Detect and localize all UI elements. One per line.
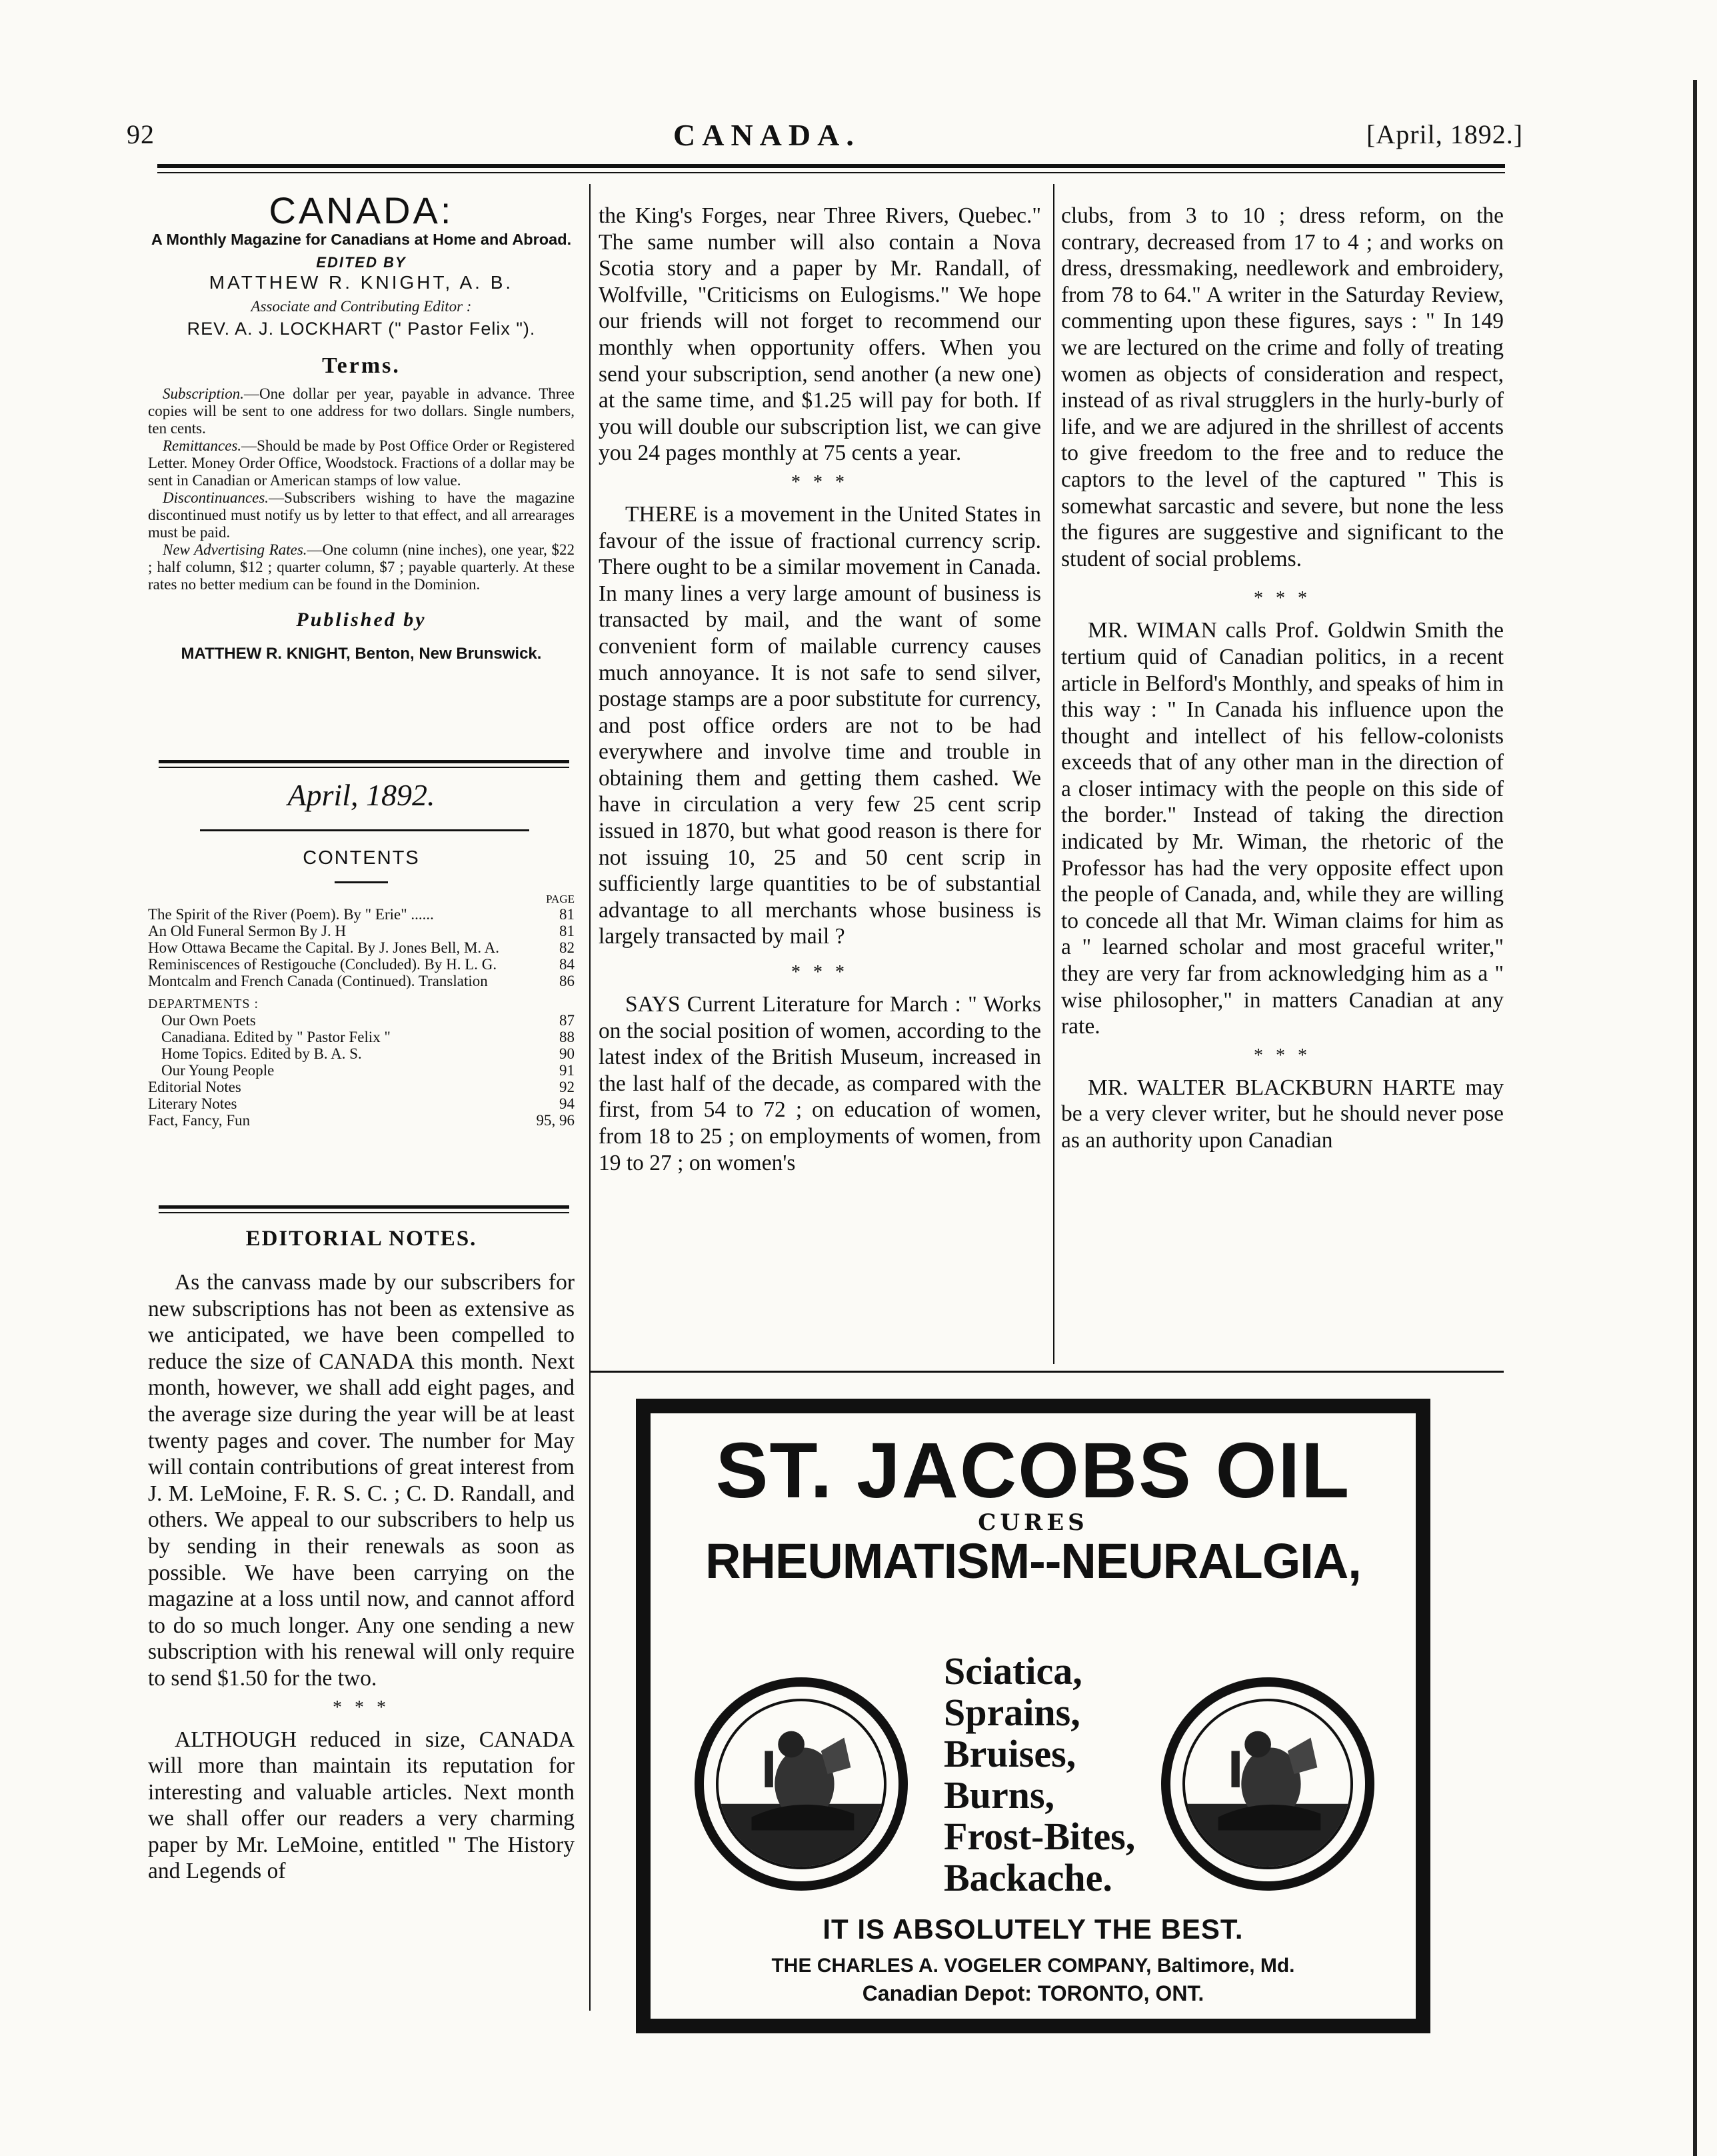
stars-divider: * * * — [1254, 1045, 1311, 1066]
column-divider-2 — [1053, 184, 1054, 1364]
dash-rule — [200, 829, 529, 831]
running-title: CANADA. — [673, 118, 860, 152]
page-number: 92 — [127, 119, 155, 149]
toc-page: 88 — [559, 1029, 575, 1045]
col2-para-3: SAYS Current Literature for March : " Works on the social position of women, according to the latest index of the British Museum, increased in the last half of the decade, as compared with the first, from 54 to 72 ; on education of women, from 18 to 25 ; on employments of women, from 19 to 27 ; on women's — [599, 992, 1041, 1175]
toc-item[interactable] — [148, 939, 575, 956]
ad-top-rule — [589, 1371, 1504, 1373]
term-text: —One column (nine inches), one year, $22 ; half column, $12 ; quarter column, $7 ; payable quarterly. At these rates no better medium can be found in the Dominion. — [148, 541, 575, 593]
toc-title: Literary Notes — [148, 1095, 237, 1112]
term-subscription — [148, 385, 575, 437]
col3-para-1: clubs, from 3 to 10 ; dress reform, on the contrary, decreased from 17 to 4 ; and works on dress, dressmaking, needlework and embroidery, from 78 to 64." A writer in the Saturday Review, commenting upon these figures, says : " In 149 we are lectured on the crime and folly of treating women as objects of consideration and respect, instead of as rival strugglers in the hurly-burly of life, and we are adjured in the shrillest of accents to give freedom to the free and to reduce the captors to the level of the captured " This is somewhat sarcastic and severe, but none the less the figures are suggestive and significant to the student of social problems. — [1061, 203, 1504, 571]
toc-page: 81 — [559, 906, 575, 923]
masthead — [148, 189, 575, 664]
toc-dept[interactable] — [148, 1095, 575, 1112]
column-divider-1 — [589, 184, 591, 2011]
masthead-rule-thick — [159, 760, 569, 763]
toc-item[interactable] — [148, 956, 575, 973]
masthead-rule-thin — [159, 767, 569, 768]
running-date: [April, 1892.] — [1366, 119, 1524, 149]
toc-dept[interactable] — [148, 1062, 575, 1079]
col3-para-3: MR. WALTER BLACKBURN HARTE may be a very clever writer, but he should never pose as an authority upon Canadian — [1061, 1075, 1504, 1153]
toc-title: Canadiana. Edited by " Pastor Felix " — [161, 1029, 391, 1045]
term-text: —One dollar per year, payable in advance. Three copies will be sent to one address for two dollars. Single numbers, ten cents. — [148, 385, 575, 437]
toc-dept[interactable] — [148, 1045, 575, 1062]
ad-tagline: IT IS ABSOLUTELY THE BEST. — [823, 1913, 1244, 1945]
toc-page: 95, 96 — [536, 1112, 575, 1129]
col2-para-2: THERE is a movement in the United States in favour of the issue of fractional currency scrip. There ought to be a similar movement in Canada. In many lines a very large amount of business is transacted by mail, and the want of some convenient form of mailable currency causes much annoyance. It is not safe to send silver, postage stamps are a poor substitute for currency, and post office orders are not to be had everywhere and involve time and trouble in obtaining them and getting them cashed. We have in circulation a very few 25 cent scrip issued in 1870, but what good reason is there for not issuing 10, 25 and 50 cent scrip in sufficiently large quantities to be of substantial advantage to all merchants whose business is largely transacted by mail ? — [599, 501, 1041, 949]
col3-para-2: MR. WIMAN calls Prof. Goldwin Smith the tertium quid of Canadian politics, in a recent article in Belford's Monthly, and speaks of him in this way : " In Canada his influence upon the thought and intellect of his fellow-colonists exceeds that of any other man in the direction of a closer intimacy with the people on this side of the border." Instead of taking the direction indicated by Mr. Wiman, the rhetoric of the Professor has had the very opposite effect upon the people of Canada, and, while they are willing to concede all that Mr. Wiman claims for him as a " learned scholar and most graceful writer," they are very far from acknowledging him as a " wise philosopher," in matters Canadian at any rate. — [1061, 618, 1504, 1039]
toc-dept[interactable] — [148, 1112, 575, 1129]
ailment: Sciatica, — [944, 1649, 1082, 1693]
assoc-editor-name: REV. A. J. LOCKHART (" Pastor Felix "). — [187, 318, 536, 339]
edited-by-label: EDITED BY — [316, 253, 407, 271]
toc-page: 86 — [559, 973, 575, 989]
stars-divider: * * * — [333, 1697, 390, 1718]
term-label: New Advertising Rates. — [163, 541, 307, 558]
issue-date: April, 1892. — [287, 778, 435, 812]
contents-heading: CONTENTS — [303, 847, 420, 869]
stars-divider: * * * — [791, 962, 849, 983]
toc-title: Fact, Fancy, Fun — [148, 1112, 251, 1129]
page-column-label: PAGE — [546, 893, 575, 905]
seated-figure-icon — [719, 1701, 884, 1867]
ailment: Frost-Bites, — [944, 1815, 1136, 1858]
ailment: Burns, — [944, 1773, 1055, 1817]
stars-divider: * * * — [791, 471, 849, 493]
toc-dept[interactable] — [148, 1029, 575, 1045]
term-text: —Subscribers wishing to have the magazine discontinued must notify us by letter to that effect, and all arrearages must be paid. — [148, 489, 575, 541]
toc-title: Reminiscences of Restigouche (Concluded). By H. L. G. — [148, 956, 497, 973]
contents-rule — [335, 881, 388, 883]
contents — [148, 847, 575, 1129]
term-label: Subscription. — [163, 385, 245, 402]
term-label: Discontinuances. — [163, 489, 269, 506]
column-3 — [1061, 203, 1504, 1154]
editor-name: MATTHEW R. KNIGHT, A. B. — [209, 271, 514, 293]
ailment: Sprains, — [944, 1691, 1080, 1734]
toc-page: 91 — [559, 1062, 575, 1079]
seated-figure-medallion-icon — [695, 1677, 908, 1891]
toc-title: Our Young People — [161, 1062, 275, 1079]
editorial-notes — [148, 1225, 575, 1885]
ad-company: THE CHARLES A. VOGELER COMPANY, Baltimore, Md. — [771, 1955, 1295, 1977]
published-by-label: Published by — [296, 608, 427, 631]
toc-page: 92 — [559, 1079, 575, 1095]
editorial-para-1: As the canvass made by our subscribers for new subscriptions has not been as extensive as we anticipated, we have been compelled to reduce the size of CANADA this month. Next month, however, we shall add eight pages, and the average size during the year will be at least twenty pages and cover. The number for May will contain contributions of great interest from J. M. LeMoine, F. R. S. C. ; C. D. Randall, and others. We appeal to our subscribers to help us by sending in their renewals as soon as possible. We have been carrying on the magazine at a loss until now, and cannot afford to do so much longer. Any one sending a new subscription with his renewal will only require to send $1.50 for the two. — [148, 1270, 575, 1691]
toc-page: 90 — [559, 1045, 575, 1062]
assoc-editor-label: Associate and Contributing Editor : — [251, 297, 472, 315]
toc-item[interactable] — [148, 923, 575, 939]
toc-dept[interactable] — [148, 1012, 575, 1029]
toc-page: 94 — [559, 1095, 575, 1112]
toc-title: An Old Funeral Sermon By J. H — [148, 923, 347, 939]
toc-title: Editorial Notes — [148, 1079, 241, 1095]
term-text: —Should be made by Post Office Order or Registered Letter. Money Order Office, Woodstock. Fractions of a dollar may be sent in Canadian or American stamps of low value. — [148, 437, 575, 489]
departments-label: DEPARTMENTS : — [148, 997, 259, 1011]
term-discontinuances — [148, 489, 575, 541]
toc-title: Montcalm and French Canada (Continued). Translation — [148, 973, 488, 989]
toc-dept[interactable] — [148, 1079, 575, 1095]
term-ad-rates — [148, 541, 575, 593]
toc-item[interactable] — [148, 973, 575, 989]
masthead-title: CANADA: — [269, 189, 454, 231]
toc-title: Home Topics. Edited by B. A. S. — [161, 1045, 362, 1062]
ad-brand: ST. JACOBS OIL — [715, 1427, 1351, 1515]
toc-item[interactable] — [148, 906, 575, 923]
toc-title: How Ottawa Became the Capital. By J. Jones Bell, M. A. — [148, 939, 500, 956]
column-2 — [599, 203, 1041, 1176]
seated-figure-icon — [1185, 1701, 1350, 1867]
toc-page: 87 — [559, 1012, 575, 1029]
term-remittances — [148, 437, 575, 489]
header-rule-thin — [157, 172, 1505, 173]
terms-heading: Terms. — [322, 353, 401, 378]
ad-conditions: RHEUMATISM--NEURALGIA, — [705, 1533, 1361, 1589]
ad-cures: CURES — [978, 1509, 1088, 1536]
toc-page: 84 — [559, 956, 575, 973]
ad-ailments-list — [944, 1651, 1135, 1899]
contents-rule-thick — [159, 1205, 569, 1209]
toc-title: Our Own Poets — [161, 1012, 256, 1029]
toc-page: 81 — [559, 923, 575, 939]
publisher: MATTHEW R. KNIGHT, Benton, New Brunswick. — [181, 644, 542, 663]
page-edge-line — [1693, 80, 1697, 2156]
toc-page: 82 — [559, 939, 575, 956]
col2-para-1: the King's Forges, near Three Rivers, Quebec." The same number will also contain a Nova Scotia story and a paper by Mr. Randall, of Wolfville, "Criticisms on Eulogisms." We hope our friends will not forget to recommend our monthly when opportunity offers. When you send your subscription, send another (a new one) at the same time, and $1.25 will pay for both. If you will double our subscription list, we can give you 24 pages monthly at 75 cents a year. — [599, 203, 1041, 466]
medallion-inner — [1182, 1699, 1353, 1869]
st-jacobs-oil-advertisement — [636, 1399, 1430, 2033]
ad-depot: Canadian Depot: TORONTO, ONT. — [862, 1981, 1204, 2005]
editorial-para-2: ALTHOUGH reduced in size, CANADA will more than maintain its reputation for interesting and valuable articles. Next month we shall offer our readers a very charming paper by Mr. LeMoine, entitled " The History and Legends of — [148, 1727, 575, 1884]
term-label: Remittances. — [163, 437, 242, 454]
terms-list — [148, 385, 575, 593]
ailment: Backache. — [944, 1856, 1112, 1899]
masthead-subtitle: A Monthly Magazine for Canadians at Home and Abroad. — [151, 230, 572, 248]
editorial-heading: EDITORIAL NOTES. — [245, 1227, 477, 1251]
toc-title: The Spirit of the River (Poem). By " Erie" ...... — [148, 906, 434, 923]
contents-rule-thin — [159, 1212, 569, 1213]
header-rule-thick — [157, 164, 1505, 168]
ailment: Bruises, — [944, 1732, 1076, 1775]
medallion-inner — [716, 1699, 886, 1869]
seated-figure-medallion-icon — [1161, 1677, 1374, 1891]
stars-divider: * * * — [1254, 588, 1311, 609]
